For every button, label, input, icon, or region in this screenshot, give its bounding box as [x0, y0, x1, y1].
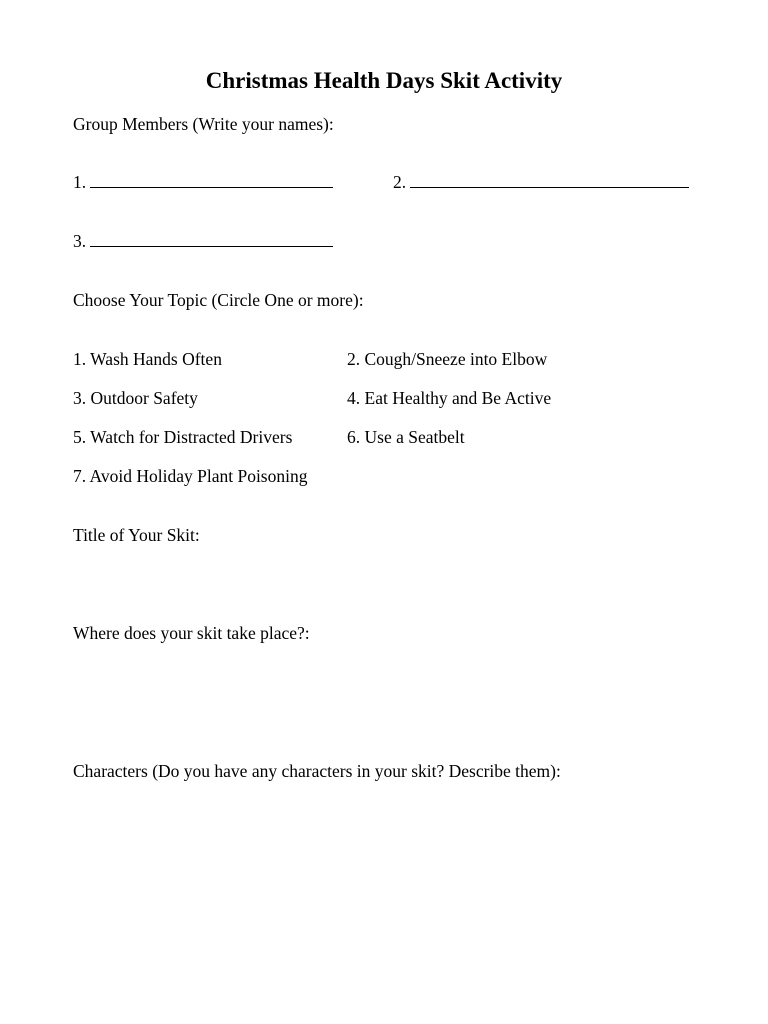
- topic-option[interactable]: 2. Cough/Sneeze into Elbow: [347, 349, 548, 369]
- topic-option[interactable]: 6. Use a Seatbelt: [347, 427, 465, 447]
- member-3-field[interactable]: [73, 230, 333, 252]
- member-1-number: 1.: [73, 172, 87, 192]
- page-title: Christmas Health Days Skit Activity: [205, 68, 563, 93]
- topic-option[interactable]: 4. Eat Healthy and Be Active: [347, 388, 552, 408]
- topic-option[interactable]: 3. Outdoor Safety: [73, 388, 198, 408]
- member-3-number: 3.: [73, 231, 87, 251]
- member-2-blank[interactable]: [410, 173, 689, 188]
- member-2-field[interactable]: [393, 171, 689, 193]
- group-members-label: Group Members (Write your names):: [73, 114, 334, 134]
- topic-option[interactable]: 1. Wash Hands Often: [73, 349, 222, 369]
- characters-prompt: Characters (Do you have any characters in your skit? Describe them):: [73, 761, 561, 781]
- topic-section-label: Choose Your Topic (Circle One or more):: [73, 290, 364, 310]
- topic-option[interactable]: 7. Avoid Holiday Plant Poisoning: [73, 466, 308, 486]
- member-1-field[interactable]: [73, 171, 333, 193]
- location-prompt: Where does your skit take place?:: [73, 623, 310, 643]
- topic-option[interactable]: 5. Watch for Distracted Drivers: [73, 427, 293, 447]
- member-3-blank[interactable]: [90, 232, 333, 247]
- member-1-blank[interactable]: [90, 173, 333, 188]
- skit-title-prompt: Title of Your Skit:: [73, 525, 200, 545]
- member-2-number: 2.: [393, 172, 407, 192]
